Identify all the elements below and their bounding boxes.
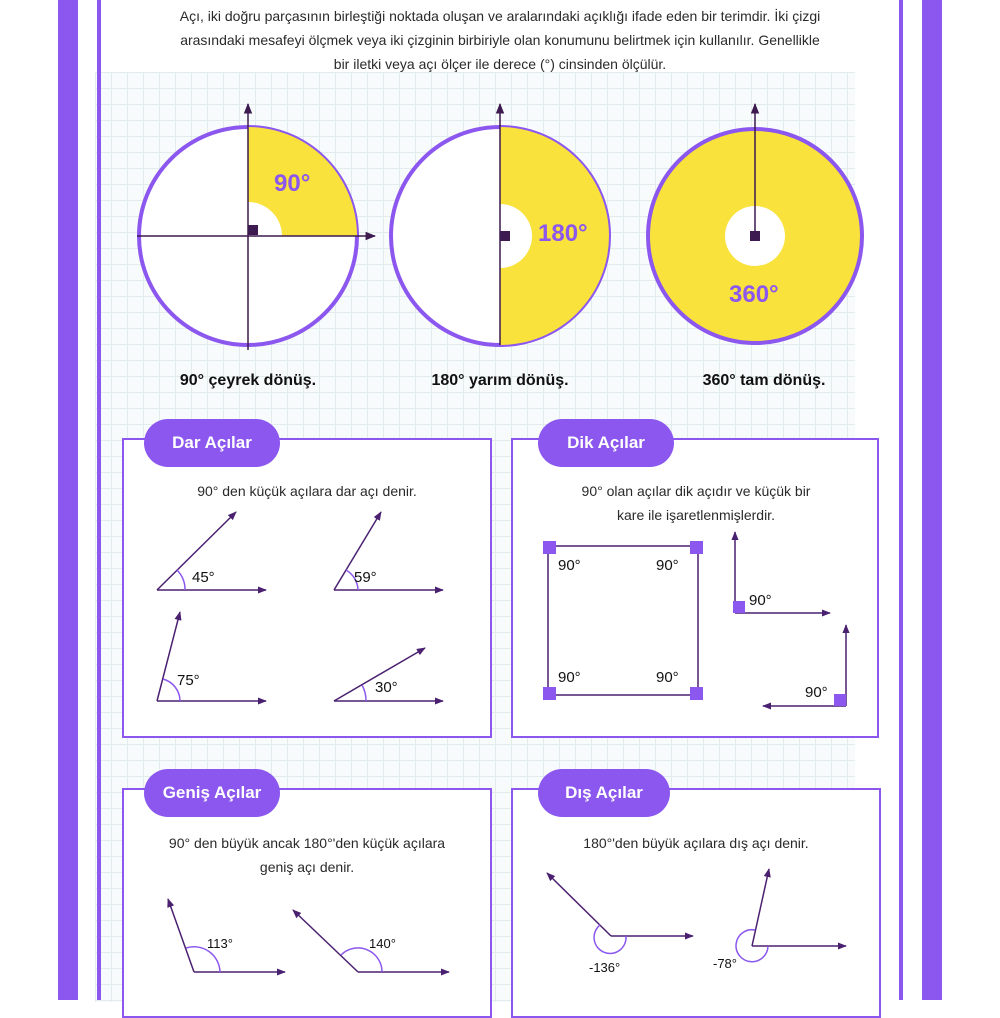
reflex-136-label: -136° xyxy=(589,960,621,975)
half-turn-label: 180° xyxy=(538,220,588,247)
square-top-left-label: 90° xyxy=(558,557,581,574)
square-top-right-label: 90° xyxy=(656,557,679,574)
acute-angles-title: Dar Açılar xyxy=(144,419,280,467)
full-turn-label: 360° xyxy=(729,281,779,308)
right-angles-description-line-2: kare ile işaretlenmişlerdir. xyxy=(617,507,775,523)
quarter-turn-label: 90° xyxy=(274,170,311,197)
obtuse-113-label: 113° xyxy=(207,936,233,951)
square-bottom-left-label: 90° xyxy=(558,669,581,686)
intro-line-1: Açı, iki doğru parçasının birleştiği noktada oluşan ve aralarındaki açıklığı ifade eden bir terimdir. İki çizgi xyxy=(179,8,821,24)
reflex-angle-78 xyxy=(736,869,846,962)
acute-angles-description: 90° den küçük açılara dar açı denir. xyxy=(197,483,417,499)
acute-angle-59 xyxy=(334,512,443,590)
reversed-right-angle-label: 90° xyxy=(805,684,828,701)
acute-59-label: 59° xyxy=(354,569,377,586)
obtuse-angles-description-line-1: 90° den büyük ancak 180°'den küçük açılara xyxy=(168,835,446,851)
intro-line-2: arasındaki mesafeyi ölçmek veya iki çizginin birbiriyle olan konumunu belirtmek için kullanılır. Genellikle xyxy=(180,32,820,48)
right-angle-markers xyxy=(543,541,846,706)
intro-line-3: bir iletki veya açı ölçer ile derece (°) cinsinden ölçülür. xyxy=(333,56,667,72)
right-angles-title: Dik Açılar xyxy=(538,419,674,467)
full-turn-caption: 360° tam dönüş. xyxy=(702,372,826,389)
acute-75-label: 75° xyxy=(177,672,200,689)
acute-angle-75 xyxy=(157,612,266,701)
acute-30-label: 30° xyxy=(375,679,398,696)
square-bottom-right-label: 90° xyxy=(656,669,679,686)
obtuse-140-label: 140° xyxy=(369,936,396,951)
reflex-angles-title: Dış Açılar xyxy=(538,769,670,817)
right-angles-description-line-1: 90° olan açılar dik açıdır ve küçük bir xyxy=(581,483,811,499)
upright-right-angle-label: 90° xyxy=(749,592,772,609)
reflex-angles-description: 180°'den büyük açılara dış açı denir. xyxy=(583,835,809,851)
reflex-78-label: -78° xyxy=(713,956,737,971)
acute-45-label: 45° xyxy=(192,569,215,586)
quarter-turn-caption: 90° çeyrek dönüş. xyxy=(179,372,317,389)
half-turn-caption: 180° yarım dönüş. xyxy=(431,372,569,389)
reflex-angle-136 xyxy=(547,873,693,953)
obtuse-angles-title: Geniş Açılar xyxy=(144,769,280,817)
obtuse-angles-description-line-2: geniş açı denir. xyxy=(259,859,355,875)
